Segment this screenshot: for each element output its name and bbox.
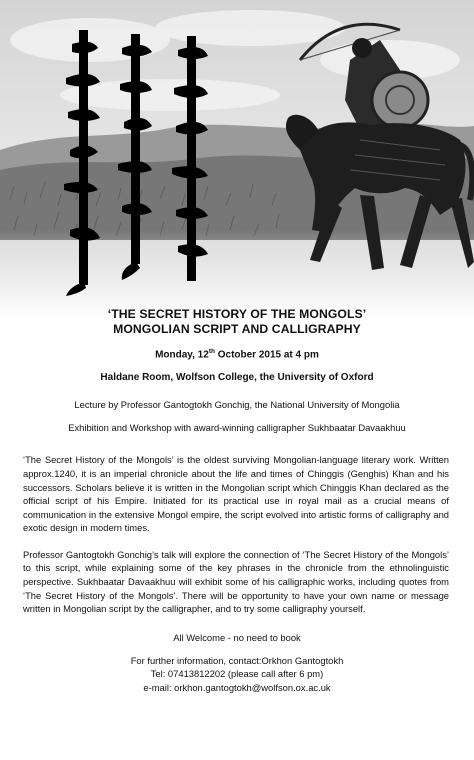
workshop-line: Exhibition and Workshop with award-winning calligrapher Sukhbaatar Davaakhuu — [68, 422, 406, 434]
date-ordinal: th — [208, 348, 215, 355]
contact-info — [0, 654, 474, 694]
title-line-1: ‘THE SECRET HISTORY OF THE MONGOLS’ — [107, 307, 367, 321]
event-date — [0, 348, 474, 360]
contact-email: e-mail: orkhon.gantogtokh@wolfson.ox.ac.uk — [143, 681, 331, 693]
contact-name: For further information, contact:Orkhon Gantogtokh — [130, 654, 344, 666]
contact-phone: Tel: 07413812202 (please call after 6 pm) — [150, 668, 324, 680]
welcome-note: All Welcome - no need to book — [173, 631, 301, 643]
event-venue: Haldane Room, Wolfson College, the University of Oxford — [100, 372, 374, 384]
banner-image — [0, 0, 474, 318]
description-paragraph-1: ‘The Secret History of the Mongols’ is the oldest surviving Mongolian-language literary work. Written approx.1240, it is an imperial chronicle about the life and times of Chinggis (Genghis) Khan and his successors. Scholars believe it is written in the Mongolian script which Chinggis Khan declared as the official script of his Empire. Initiated for its practical use in royal mail as a crucial means of communication in the extensive Mongol empire, the script evolved into artistic forms of calligraphy and exotic design in modern times. — [23, 454, 449, 534]
poster-text — [0, 307, 474, 694]
date-rest: October 2015 at 4 pm — [214, 349, 319, 361]
date-prefix: Monday, 12 — [155, 349, 209, 361]
description-paragraph-2: Professor Gantogtokh Gonchig’s talk will explore the connection of ‘The Secret History of the Mongols’ to this script, while explaining some of the key phrases in the chronicle from the ethnolinguistic perspective. Sukhbaatar Davaakhuu will exhibit some of his calligraphic works, including quotes from ‘The Secret History of the Mongols’. There will be opportunity to have your own name or message written in Mongolian script by the calligrapher, and to try some calligraphy yourself. — [23, 548, 449, 615]
event-title — [0, 307, 474, 337]
title-line-2: MONGOLIAN SCRIPT AND CALLIGRAPHY — [113, 322, 361, 336]
lecture-line: Lecture by Professor Gantogtokh Gonchig, the National University of Mongolia — [74, 399, 400, 411]
